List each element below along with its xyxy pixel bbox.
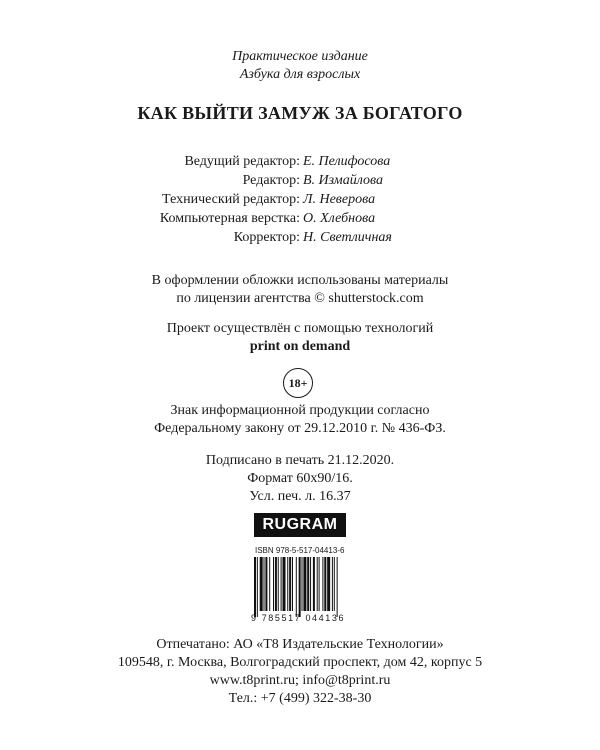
printer-line-1: Отпечатано: АО «Т8 Издательские Технологии» — [156, 637, 444, 652]
credit-role: Технический редактор: — [162, 192, 300, 207]
credit-proofreader — [0, 229, 600, 247]
series-line-1: Практическое издание — [232, 49, 368, 64]
credit-role: Ведущий редактор: — [184, 154, 300, 169]
cover-note-line-2: по лицензии агентства © shutterstock.com — [176, 291, 424, 306]
printer-line-4: Тел.: +7 (499) 322-38-30 — [228, 691, 372, 706]
age-rating-line-2: Федеральному закону от 29.12.2010 г. № 436-ФЗ. — [154, 421, 446, 436]
credit-role: Корректор: — [233, 230, 300, 245]
credit-role: Компьютерная верстка: — [159, 211, 300, 226]
isbn-label: ISBN 978-5-517-04413-6 — [255, 546, 345, 555]
credit-editor — [0, 172, 600, 190]
printer-line-2: 109548, г. Москва, Волгоградский проспект, дом 42, корпус 5 — [117, 655, 483, 670]
credit-name: О. Хлебнова — [303, 211, 376, 226]
print-format: Формат 60x90/16. — [247, 471, 353, 486]
barcode-icon — [253, 557, 347, 617]
age-rating-line-1: Знак информационной продукции согласно — [170, 403, 430, 418]
credit-name: В. Измайлова — [303, 173, 383, 188]
book-title: КАК ВЫЙТИ ЗАМУЖ ЗА БОГАТОГО — [137, 103, 463, 123]
publisher-logo: RUGRAM — [254, 513, 346, 537]
print-sheets: Усл. печ. л. 16.37 — [249, 489, 351, 504]
credit-role: Редактор: — [242, 173, 300, 188]
printer-line-3: www.t8print.ru; info@t8print.ru — [209, 673, 391, 688]
barcode-digits: 9 785517 044136 — [251, 613, 346, 623]
print-signed: Подписано в печать 21.12.2020. — [205, 453, 395, 468]
credit-tech-editor — [0, 191, 600, 209]
pod-line-1: Проект осуществлён с помощью технологий — [166, 321, 434, 336]
series-line-2: Азбука для взрослых — [239, 67, 361, 82]
credit-name: Л. Неверова — [303, 192, 376, 207]
pod-line-2: print on demand — [249, 339, 351, 354]
credit-name: Н. Светличная — [303, 230, 392, 245]
credit-name: Е. Пелифосова — [303, 154, 391, 169]
credit-layout — [0, 210, 600, 228]
age-rating-badge: 18+ — [283, 368, 313, 398]
cover-note-line-1: В оформлении обложки использованы материалы — [151, 273, 449, 288]
credit-lead-editor — [0, 153, 600, 171]
